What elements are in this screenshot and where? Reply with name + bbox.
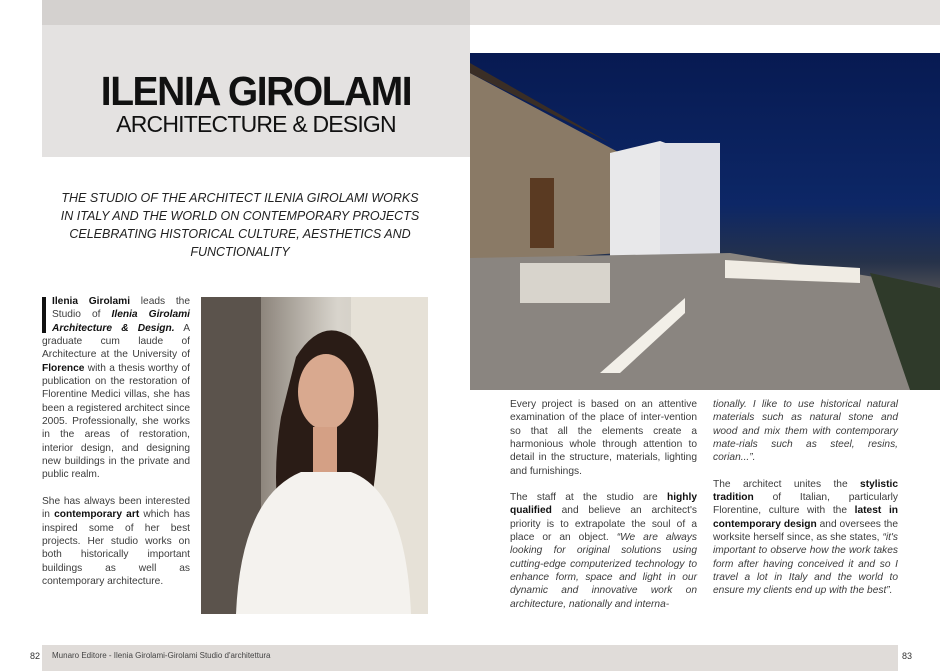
article-column-2 [510,398,697,624]
emphasis-run: contemporary art [54,509,140,521]
header-box [42,0,470,157]
text-run: and believe an architect's priority is to extrapolate the soul of a place or an object. [510,505,697,544]
text-run: She has always been interested in [42,495,190,521]
paragraph [42,295,190,482]
architecture-photo [470,53,940,390]
portrait-illustration [201,297,428,614]
article-column-1 [42,295,190,601]
emphasis-run: tionally. I like to use historical natural materials such as natural stone and wood and mix them with contemporary mate-rials such as steel, resins, corian...”. [713,399,898,464]
text-run: A graduate cum laude of Architecture at the University of [42,322,190,361]
article-column-3 [713,398,898,611]
header-band [42,0,470,25]
text-run: and oversees the worksite herself since, as she states, [713,518,898,544]
page-title: ILENIA GIROLAMI [100,68,412,114]
drop-bar [42,297,46,333]
emphasis-run: latest in contemporary design [713,505,899,530]
text-run: Every project is based on an attentive examination of the place of inter-vention so that all the elements create a harmonious whole through attention to detail in the structure, materials, lighting and furnishings. [510,399,697,477]
footer-credit: Munaro Editore - Ilenia Girolami-Girolami Studio d'architettura [52,651,271,660]
emphasis-run: “it's important to observe how the work takes form after having conceived it and so I travel a lot in Italy and the world to ensure my clients end up with the best”. [713,532,898,597]
text-run: of Italian, particularly Florentine, culture with the [713,492,898,517]
emphasis-run: Florence [42,362,85,374]
text-run: with a thesis worthy of publication on the restoration of Florentine Medici villas, she has been a registered architect since 2005. Professionally, she works in the areas of restoration, interior design, and designing new buildings in the private and public realm. [42,362,190,481]
emphasis-run: “We are always looking for original solutions using cutting-edge computerized technology to enhance form, space and light in our dynamic and innovative work on architecture, nationally and interna- [510,532,697,610]
paragraph [510,491,697,611]
paragraph [510,398,697,478]
lead-paragraph: THE STUDIO OF THE ARCHITECT ILENIA GIROLAMI WORKS IN ITALY AND THE WORLD ON CONTEMPORARY PROJECTS CELEBRATING HISTORICAL CULTURE, AESTHETICS AND FUNCTIONALITY [60,191,420,259]
paragraph [713,478,898,598]
paragraph [713,398,898,465]
emphasis-run: stylistic tradition [713,478,898,504]
portrait-photo [201,297,428,614]
top-band [470,0,940,25]
emphasis-run: Ilenia Girolami [52,296,131,307]
emphasis-run: Ilenia Girolami Architecture & Design. [52,309,190,334]
right-page-number: 83 [902,651,913,661]
text-run: The architect unites the [713,478,861,490]
paragraph [42,495,190,588]
emphasis-run: highly qualified [510,492,697,517]
text-run: which has inspired some of her best projects. Her studio works on both historically important buildings as well as contemporary architecture. [42,509,190,587]
text-run: The staff at the studio are [510,492,667,504]
left-page-number: 82 [30,651,41,661]
building-night-illustration [470,53,940,390]
text-run: leads the Studio of [52,296,190,321]
page-subtitle: ARCHITECTURE & DESIGN [116,111,396,137]
